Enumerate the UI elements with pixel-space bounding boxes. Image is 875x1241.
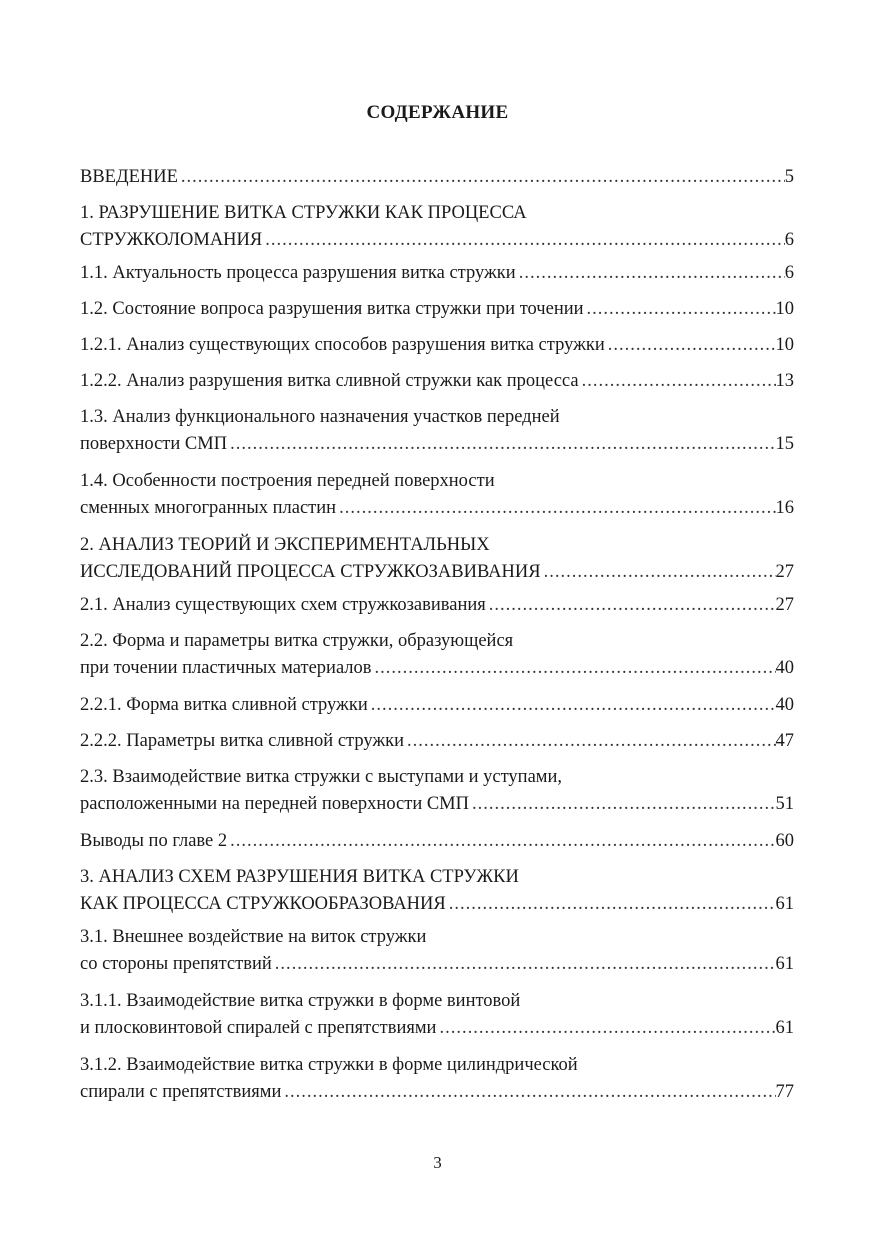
toc-entry-1-1	[80, 260, 794, 287]
dot-leader	[262, 227, 785, 254]
toc-entry-heading: 3.1.1. Взаимодействие витка стружки в форме винтовой	[80, 991, 521, 1011]
toc-entry-heading: 3.1. Внешнее воздействие на виток стружки	[80, 927, 427, 947]
toc-page-number: 77	[775, 1082, 794, 1102]
dot-leader	[404, 728, 775, 755]
page-number: 3	[433, 1153, 442, 1172]
toc-entry-text: СТРУЖКОЛОМАНИЯ	[80, 230, 263, 250]
toc-page-number: 5	[784, 167, 794, 187]
toc-entry-text: Выводы по главе 2	[80, 831, 228, 851]
dot-leader	[516, 260, 785, 287]
toc-page-number: 27	[775, 595, 794, 615]
toc-entry-1-4	[80, 468, 794, 522]
dot-leader	[227, 828, 775, 855]
toc-page-number: 10	[775, 335, 794, 355]
toc-entry-text: ВВЕДЕНИЕ	[80, 167, 178, 187]
toc-entry-text: 2.1. Анализ существующих схем стружкозавивания	[80, 595, 486, 615]
toc-page-number: 13	[775, 371, 794, 391]
toc-page-number: 47	[775, 731, 794, 751]
dot-leader	[336, 495, 775, 522]
dot-leader	[436, 1015, 775, 1042]
toc-entry-heading: 2.2. Форма и параметры витка стружки, образующейся	[80, 631, 514, 651]
toc-page-number: 61	[775, 1018, 794, 1038]
toc-entry-3-1-1	[80, 988, 794, 1042]
toc-entry-heading: 3.1.2. Взаимодействие витка стружки в форме цилиндрической	[80, 1055, 578, 1075]
toc-page-number: 6	[784, 263, 794, 283]
toc-entry-conclusions-2	[80, 828, 794, 855]
toc-entry-chapter-3	[80, 864, 794, 918]
toc-page-number: 10	[775, 299, 794, 319]
toc-page-number: 16	[775, 498, 794, 518]
toc-entry-2-2	[80, 628, 794, 682]
dot-leader	[178, 164, 785, 191]
toc-page-number: 51	[775, 794, 794, 814]
toc-entry-heading: 1.4. Особенности построения передней поверхности	[80, 471, 495, 491]
dot-leader	[368, 692, 776, 719]
toc-entry-2-2-2	[80, 728, 794, 755]
toc-page-number: 61	[775, 894, 794, 914]
dot-leader	[469, 791, 776, 818]
toc-entry-text: 1.1. Актуальность процесса разрушения витка стружки	[80, 263, 516, 283]
toc-entry-text: ИССЛЕДОВАНИЙ ПРОЦЕССА СТРУЖКОЗАВИВАНИЯ	[80, 562, 541, 582]
dot-leader	[372, 655, 776, 682]
toc-entry-text: спирали с препятствиями	[80, 1082, 282, 1102]
toc-entry-text: 1.2.1. Анализ существующих способов разрушения витка стружки	[80, 335, 605, 355]
dot-leader	[584, 296, 776, 323]
toc-entry-1-2	[80, 296, 794, 323]
toc-entry-text: поверхности СМП	[80, 434, 228, 454]
toc-entry-1-2-2	[80, 368, 794, 395]
toc-entry-heading: 2.3. Взаимодействие витка стружки с выступами и уступами,	[80, 767, 563, 787]
toc-entry-2-3	[80, 764, 794, 818]
toc-entry-chapter-1	[80, 200, 794, 254]
toc-entry-heading: 1.3. Анализ функционального назначения участков передней	[80, 407, 560, 427]
toc-entry-2-2-1	[80, 692, 794, 719]
toc-entry-text: 2.2.1. Форма витка сливной стружки	[80, 695, 368, 715]
toc-page-number: 61	[775, 954, 794, 974]
toc-entry-introduction	[80, 164, 794, 191]
toc-entry-text: расположенными на передней поверхности СМП	[80, 794, 469, 814]
dot-leader	[486, 592, 776, 619]
toc-entry-2-1	[80, 592, 794, 619]
toc-entry-heading: 1. РАЗРУШЕНИЕ ВИТКА СТРУЖКИ КАК ПРОЦЕССА	[80, 203, 527, 223]
toc-entry-chapter-2	[80, 532, 794, 586]
dot-leader	[541, 559, 776, 586]
dot-leader	[446, 891, 776, 918]
table-of-contents	[80, 164, 794, 1116]
dot-leader	[227, 431, 775, 458]
toc-entry-3-1-2	[80, 1052, 794, 1106]
toc-entry-text: сменных многогранных пластин	[80, 498, 337, 518]
dot-leader	[281, 1079, 775, 1106]
toc-entry-text: 1.2.2. Анализ разрушения витка сливной стружки как процесса	[80, 371, 579, 391]
toc-entry-text: 2.2.2. Параметры витка сливной стружки	[80, 731, 405, 751]
toc-entry-1-2-1	[80, 332, 794, 359]
toc-entry-heading: 2. АНАЛИЗ ТЕОРИЙ И ЭКСПЕРИМЕНТАЛЬНЫХ	[80, 535, 490, 555]
toc-page-number: 27	[775, 562, 794, 582]
toc-entry-text: со стороны препятствий	[80, 954, 272, 974]
page-title: СОДЕРЖАНИЕ	[366, 102, 509, 123]
toc-entry-text: при точении пластичных материалов	[80, 658, 372, 678]
toc-entry-3-1	[80, 924, 794, 978]
dot-leader	[605, 332, 776, 359]
toc-entry-text: 1.2. Состояние вопроса разрушения витка стружки при точении	[80, 299, 584, 319]
toc-entry-text: и плосковинтовой спиралей с препятствиями	[80, 1018, 437, 1038]
dot-leader	[272, 951, 776, 978]
toc-page-number: 6	[784, 230, 794, 250]
toc-page-number: 60	[775, 831, 794, 851]
toc-page-number: 40	[775, 695, 794, 715]
toc-entry-1-3	[80, 404, 794, 458]
toc-entry-text: КАК ПРОЦЕССА СТРУЖКООБРАЗОВАНИЯ	[80, 894, 446, 914]
toc-entry-heading: 3. АНАЛИЗ СХЕМ РАЗРУШЕНИЯ ВИТКА СТРУЖКИ	[80, 867, 519, 887]
dot-leader	[579, 368, 776, 395]
toc-page-number: 40	[775, 658, 794, 678]
toc-page-number: 15	[775, 434, 794, 454]
